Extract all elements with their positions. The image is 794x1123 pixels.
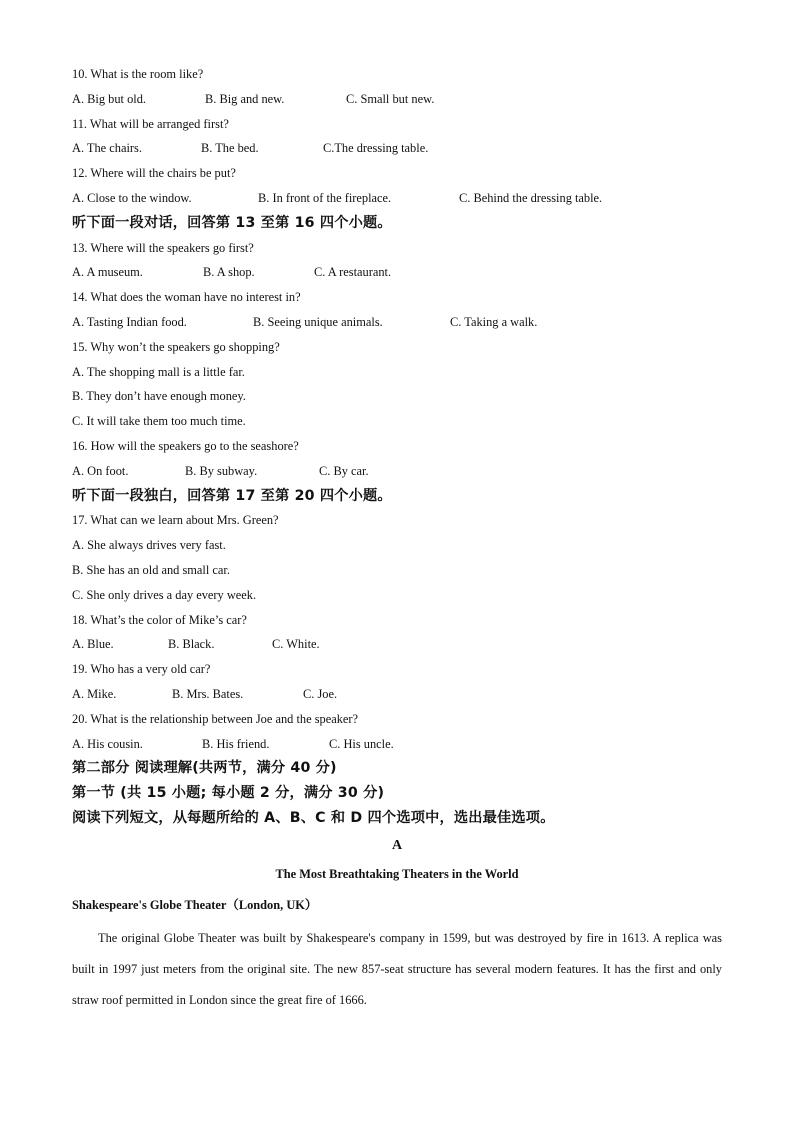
passage-letter: A: [391, 837, 403, 853]
option-b: B. They don’t have enough money.: [72, 389, 246, 404]
article-paragraph: The original Globe Theater was built by Shakespeare's company in 1599, but was destroyed by fire in 1613. A replica was built in 1997 just meters from the original site. The new 857-seat structure has several modern features. It has the first and only straw roof permitted in London since the great fire of 1666.: [72, 930, 722, 1008]
option-a: A. His cousin.: [72, 736, 143, 751]
question-stem: 14. What does the woman have no interest in?: [72, 290, 301, 305]
option-a: A. She always drives very fast.: [72, 538, 226, 553]
question-block: [72, 285, 722, 335]
option-row: [72, 310, 722, 335]
option-b: B. Mrs. Bates.: [172, 686, 244, 701]
article-subhead: Shakespeare's Globe Theater（London, UK）: [72, 897, 318, 912]
option-c: C. Small but new.: [346, 91, 435, 106]
option-c: C. White.: [272, 637, 320, 652]
option-c: C. His uncle.: [329, 736, 394, 751]
option-a: A. Big but old.: [72, 91, 147, 106]
question-block: [72, 707, 722, 757]
option-a: A. Tasting Indian food.: [72, 314, 187, 329]
instruction: 阅读下列短文，从每题所给的 A、B、C 和 D 四个选项中，选出最佳选项。: [72, 809, 555, 826]
question-block: [72, 657, 722, 707]
option-b: B. In front of the fireplace.: [258, 190, 392, 205]
option-a: A. Close to the window.: [72, 190, 192, 205]
question-stem: 17. What can we learn about Mrs. Green?: [72, 513, 279, 528]
option-b: B. A shop.: [203, 265, 255, 280]
option-b: B. His friend.: [202, 736, 270, 751]
section-heading: 听下面一段独白，回答第 17 至第 20 四个小题。: [72, 487, 392, 504]
option-c: C. A restaurant.: [314, 265, 392, 280]
question-stem: 18. What’s the color of Mike’s car?: [72, 612, 247, 627]
question-stem: 16. How will the speakers go to the seashore?: [72, 438, 299, 453]
option-c: C. Behind the dressing table.: [459, 190, 603, 205]
question-stem: 15. Why won’t the speakers go shopping?: [72, 339, 280, 354]
option-b: B. Seeing unique animals.: [253, 314, 383, 329]
question-block: [72, 112, 722, 162]
option-a: A. The shopping mall is a little far.: [72, 364, 245, 379]
option-row: [72, 186, 722, 211]
option-row: [72, 732, 722, 757]
option-a: A. Blue.: [72, 637, 114, 652]
section-heading: 听下面一段对话，回答第 13 至第 16 四个小题。: [72, 214, 392, 231]
question-block: [72, 62, 722, 112]
option-c: C.The dressing table.: [323, 141, 429, 156]
option-a: A. A museum.: [72, 265, 143, 280]
article-title: The Most Breathtaking Theaters in the World: [275, 866, 519, 881]
question-stem: 10. What is the room like?: [72, 67, 204, 81]
exam-page: [72, 62, 722, 1016]
question-stem: 13. Where will the speakers go first?: [72, 240, 254, 255]
question-stem: 20. What is the relationship between Joe and the speaker?: [72, 711, 359, 726]
question-block: [72, 608, 722, 658]
option-b: B. She has an old and small car.: [72, 562, 230, 577]
question-stem: 11. What will be arranged first?: [72, 116, 229, 131]
question-stem: 12. Where will the chairs be put?: [72, 166, 236, 181]
option-b: B. Big and new.: [205, 91, 285, 106]
option-c: C. She only drives a day every week.: [72, 587, 257, 602]
option-c: C. Taking a walk.: [450, 314, 538, 329]
question-stem: 19. Who has a very old car?: [72, 662, 211, 677]
option-c: C. Joe.: [303, 686, 338, 701]
option-c: C. It will take them too much time.: [72, 414, 246, 429]
option-a: A. Mike.: [72, 686, 117, 701]
section-title: 第一节 (共 15 小题; 每小题 2 分，满分 30 分): [72, 785, 385, 802]
question-block: [72, 236, 722, 286]
question-block: [72, 161, 722, 211]
question-block: [72, 335, 722, 434]
question-block: [72, 508, 722, 607]
option-row: [72, 682, 722, 707]
option-row: [72, 632, 722, 657]
option-b: B. Black.: [168, 637, 215, 652]
option-b: B. The bed.: [201, 141, 259, 156]
option-row: [72, 260, 722, 285]
option-b: B. By subway.: [185, 463, 258, 478]
option-c: C. By car.: [319, 463, 369, 478]
option-a: A. The chairs.: [72, 141, 142, 156]
option-a: A. On foot.: [72, 463, 129, 478]
option-row: [72, 459, 722, 484]
option-row: [72, 87, 722, 112]
option-row: [72, 136, 722, 161]
question-block: [72, 434, 722, 484]
part-title: 第二部分 阅读理解(共两节，满分 40 分): [72, 760, 337, 777]
